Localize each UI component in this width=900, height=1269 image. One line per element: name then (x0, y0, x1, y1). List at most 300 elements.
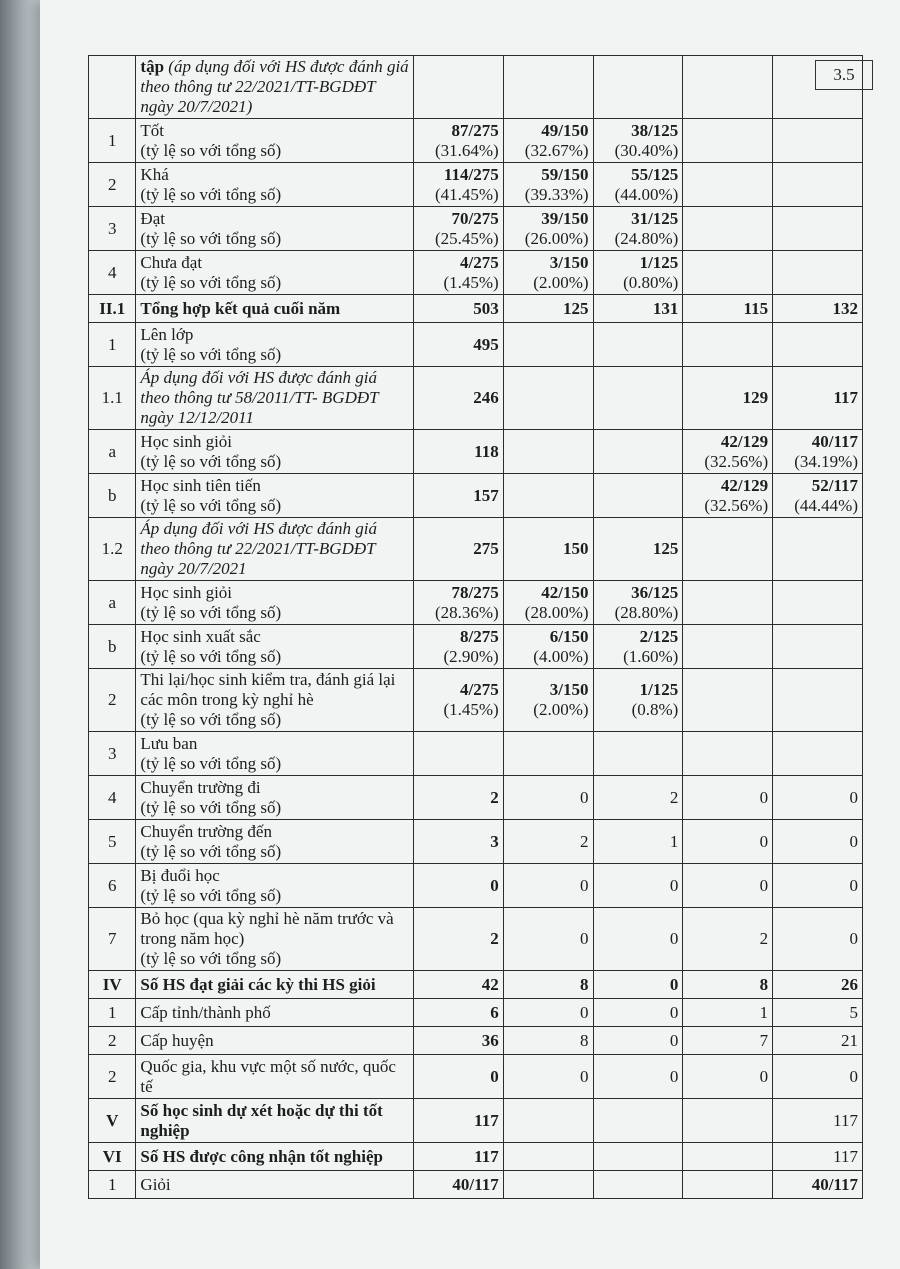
value-cell (683, 367, 773, 430)
row-label (136, 251, 414, 295)
label-text: Đạt (140, 208, 165, 228)
value-cell (413, 251, 503, 295)
label-text: (tỷ lệ so với tổng số) (140, 140, 282, 160)
value-count: 2 (490, 787, 499, 807)
value-cell (413, 56, 503, 119)
value-count: 78/275 (451, 582, 499, 602)
row-number: 1 (89, 999, 136, 1027)
table-row (89, 971, 863, 999)
value-cell (503, 1027, 593, 1055)
value-percent: (2.00%) (533, 700, 589, 719)
value-count: 275 (473, 539, 499, 558)
value-cell (683, 323, 773, 367)
label-text: Học sinh giỏi (140, 582, 233, 602)
value-count: 42/129 (720, 431, 769, 451)
value-cell (503, 1055, 593, 1099)
value-count: 55/125 (631, 164, 679, 184)
value-percent: (32.67%) (524, 140, 589, 160)
row-number: 7 (89, 908, 136, 971)
value-cell (413, 1099, 503, 1143)
value-cell (593, 518, 683, 581)
value-count: 0 (849, 929, 858, 948)
value-cell (593, 163, 683, 207)
value-count: 495 (473, 334, 499, 354)
value-count: 42 (481, 974, 499, 994)
value-count: 150 (563, 539, 589, 558)
label-text: Chưa đạt (140, 252, 203, 272)
value-cell (773, 864, 863, 908)
row-number: b (89, 474, 136, 518)
value-cell (413, 908, 503, 971)
value-cell (413, 732, 503, 776)
value-cell (413, 119, 503, 163)
label-text: (tỷ lệ so với tổng số) (140, 646, 282, 666)
value-cell (413, 430, 503, 474)
value-count: 2 (490, 929, 499, 948)
value-count: 0 (490, 875, 499, 895)
value-cell (593, 56, 683, 119)
value-cell (593, 295, 683, 323)
row-number: 2 (89, 1055, 136, 1099)
value-percent: (25.45%) (434, 228, 499, 248)
value-cell (773, 1171, 863, 1199)
row-label (136, 669, 414, 732)
label-text: (tỷ lệ so với tổng số) (140, 602, 282, 622)
label-text: Quốc gia, khu vực một số nước, quốc tế (140, 1056, 396, 1096)
row-number: 3 (89, 207, 136, 251)
value-count: 0 (669, 1030, 679, 1050)
value-cell (413, 625, 503, 669)
value-cell (503, 474, 593, 518)
table-row (89, 518, 863, 581)
value-count: 0 (669, 1002, 679, 1022)
row-label (136, 430, 414, 474)
label-text: (tỷ lệ so với tổng số) (140, 495, 282, 515)
label-text: (tỷ lệ so với tổng số) (140, 344, 282, 364)
value-count: 40/117 (452, 1174, 499, 1194)
value-count: 26 (841, 974, 858, 994)
value-cell (773, 119, 863, 163)
table-row (89, 1099, 863, 1143)
value-count: 40/117 (811, 431, 858, 451)
label-text: Số học sinh dự xét hoặc dự thi tốt nghiệp (140, 1100, 383, 1140)
label-text: Tốt (140, 120, 165, 140)
value-percent: (2.00%) (533, 272, 589, 292)
label-text: tập (140, 57, 169, 76)
value-count: 117 (474, 1146, 499, 1166)
value-cell (593, 625, 683, 669)
value-count: 0 (669, 974, 679, 994)
value-cell (503, 581, 593, 625)
value-count: 246 (473, 388, 499, 407)
value-cell (413, 295, 503, 323)
value-count: 0 (669, 1066, 679, 1086)
value-cell (773, 207, 863, 251)
value-cell (413, 999, 503, 1027)
value-cell (503, 1171, 593, 1199)
value-count: 0 (849, 831, 858, 851)
value-cell (683, 163, 773, 207)
value-cell (683, 669, 773, 732)
table-row (89, 1027, 863, 1055)
label-text: (tỷ lệ so với tổng số) (140, 710, 282, 729)
value-count: 36 (481, 1030, 499, 1050)
value-count: 38/125 (631, 120, 679, 140)
value-count: 2 (759, 929, 769, 948)
value-cell (773, 1027, 863, 1055)
row-number: 5 (89, 820, 136, 864)
value-count: 6/150 (549, 626, 589, 646)
value-percent: (41.45%) (434, 184, 499, 204)
value-cell (683, 908, 773, 971)
value-count: 59/150 (541, 164, 589, 184)
row-label (136, 971, 414, 999)
value-cell (593, 474, 683, 518)
value-count: 42/150 (541, 582, 589, 602)
value-cell (593, 251, 683, 295)
label-text: Số HS đạt giải các kỳ thi HS giỏi (140, 974, 376, 994)
label-text: Tổng hợp kết quả cuối năm (140, 298, 341, 318)
row-number: 2 (89, 669, 136, 732)
value-count: 39/150 (541, 208, 589, 228)
row-number: 1 (89, 1171, 136, 1199)
value-percent: (1.60%) (623, 646, 679, 666)
value-cell (773, 1099, 863, 1143)
value-percent: (31.64%) (434, 140, 499, 160)
row-label (136, 119, 414, 163)
value-cell (683, 119, 773, 163)
value-cell (503, 999, 593, 1027)
value-count: 0 (580, 1066, 589, 1086)
value-count: 0 (849, 787, 858, 807)
label-text: Chuyển trường đến (140, 821, 272, 841)
row-number: 4 (89, 776, 136, 820)
table-row (89, 251, 863, 295)
value-count: 1 (669, 831, 679, 851)
value-count: 131 (652, 298, 679, 318)
row-number: 1 (89, 323, 136, 367)
value-cell (773, 56, 863, 119)
value-cell (683, 1171, 773, 1199)
value-count: 125 (652, 539, 679, 558)
table-row (89, 56, 863, 119)
value-cell (413, 367, 503, 430)
value-cell (773, 776, 863, 820)
value-cell (683, 474, 773, 518)
value-percent: (24.80%) (614, 228, 679, 248)
value-count: 7 (759, 1030, 769, 1050)
row-label (136, 908, 414, 971)
value-cell (593, 776, 683, 820)
value-cell (503, 625, 593, 669)
value-percent: (0.8%) (631, 700, 679, 719)
value-count: 70/275 (451, 208, 499, 228)
value-cell (503, 1143, 593, 1171)
row-label (136, 864, 414, 908)
value-cell (683, 776, 773, 820)
label-text: Số HS được công nhận tốt nghiệp (140, 1146, 383, 1166)
table-row (89, 669, 863, 732)
value-cell (413, 1027, 503, 1055)
value-count: 3/150 (549, 252, 589, 272)
value-count: 36/125 (631, 582, 679, 602)
value-cell (503, 776, 593, 820)
row-number: V (89, 1099, 136, 1143)
value-count: 0 (580, 1002, 589, 1022)
row-label (136, 207, 414, 251)
value-cell (593, 971, 683, 999)
value-count: 40/117 (811, 1174, 858, 1194)
row-label (136, 518, 414, 581)
value-count: 8 (580, 974, 589, 994)
value-cell (773, 971, 863, 999)
label-text: (tỷ lệ so với tổng số) (140, 272, 282, 292)
row-number: a (89, 430, 136, 474)
row-label (136, 163, 414, 207)
value-cell (683, 251, 773, 295)
value-cell (773, 367, 863, 430)
value-cell (503, 119, 593, 163)
value-cell (683, 820, 773, 864)
value-cell (593, 1027, 683, 1055)
row-label (136, 581, 414, 625)
value-count: 0 (580, 875, 589, 895)
row-number: 3 (89, 732, 136, 776)
label-text: Cấp tỉnh/thành phố (140, 1002, 271, 1022)
value-cell (593, 367, 683, 430)
value-count: 3 (490, 831, 499, 851)
row-number: II.1 (89, 295, 136, 323)
table-row (89, 323, 863, 367)
table-row (89, 367, 863, 430)
value-cell (413, 474, 503, 518)
value-cell (683, 581, 773, 625)
value-count: 117 (833, 388, 858, 407)
label-text: Cấp huyện (140, 1030, 214, 1050)
value-percent: (4.00%) (533, 646, 589, 666)
value-cell (683, 625, 773, 669)
table-row (89, 732, 863, 776)
value-cell (773, 999, 863, 1027)
row-number: 6 (89, 864, 136, 908)
value-cell (773, 1143, 863, 1171)
value-cell (683, 864, 773, 908)
label-text: (tỷ lệ so với tổng số) (140, 797, 282, 817)
row-label (136, 56, 414, 119)
value-percent: (28.80%) (614, 602, 679, 622)
value-count: 2 (669, 787, 679, 807)
label-text: Áp dụng đối với HS được đánh giá theo thông tư 22/2021/TT-BGDĐT ngày 20/7/2021 (140, 519, 378, 578)
value-cell (773, 581, 863, 625)
value-count: 0 (580, 787, 589, 807)
value-count: 5 (849, 1002, 858, 1022)
row-number: b (89, 625, 136, 669)
value-count: 8 (759, 974, 769, 994)
value-cell (593, 323, 683, 367)
label-text: (áp dụng đối với HS được đánh giá theo thông tư 22/2021/TT-BGDĐT ngày 20/7/2021) (140, 57, 409, 116)
value-percent: (1.45%) (443, 700, 499, 719)
row-label (136, 474, 414, 518)
label-text: (tỷ lệ so với tổng số) (140, 841, 282, 861)
row-label (136, 999, 414, 1027)
value-count: 0 (490, 1066, 499, 1086)
value-percent: (2.90%) (443, 646, 499, 666)
row-number: VI (89, 1143, 136, 1171)
value-percent: (32.56%) (704, 451, 769, 471)
value-cell (773, 474, 863, 518)
value-count: 0 (759, 875, 769, 895)
value-cell (593, 820, 683, 864)
value-count: 117 (474, 1110, 499, 1130)
table-row (89, 581, 863, 625)
value-count: 4/275 (459, 680, 499, 699)
value-cell (773, 163, 863, 207)
value-cell (593, 864, 683, 908)
value-cell (593, 1171, 683, 1199)
value-cell (503, 367, 593, 430)
value-count: 42/129 (720, 475, 769, 495)
value-cell (593, 1099, 683, 1143)
value-cell (683, 295, 773, 323)
value-cell (413, 1143, 503, 1171)
value-cell (503, 971, 593, 999)
label-text: (tỷ lệ so với tổng số) (140, 228, 282, 248)
row-number: 4 (89, 251, 136, 295)
value-cell (503, 908, 593, 971)
table-row (89, 430, 863, 474)
value-cell (683, 1143, 773, 1171)
value-percent: (30.40%) (614, 140, 679, 160)
value-cell (503, 323, 593, 367)
page-marker: 3.5 (815, 60, 873, 90)
value-count: 3/150 (549, 680, 589, 699)
row-number: 1 (89, 119, 136, 163)
value-cell (773, 908, 863, 971)
value-cell (503, 163, 593, 207)
value-count: 4/275 (459, 252, 499, 272)
value-cell (773, 295, 863, 323)
value-count: 0 (669, 875, 679, 895)
value-percent: (1.45%) (443, 272, 499, 292)
value-cell (773, 732, 863, 776)
value-percent: (0.80%) (623, 272, 679, 292)
value-cell (413, 1055, 503, 1099)
value-cell (503, 732, 593, 776)
table-row (89, 908, 863, 971)
value-count: 114/275 (443, 164, 499, 184)
value-cell (683, 1027, 773, 1055)
row-label (136, 625, 414, 669)
value-cell (413, 581, 503, 625)
value-count: 1 (759, 1002, 769, 1022)
value-count: 1/125 (639, 252, 679, 272)
value-cell (683, 430, 773, 474)
value-count: 503 (473, 298, 499, 318)
value-percent: (28.36%) (434, 602, 499, 622)
value-count: 117 (833, 1146, 858, 1166)
value-cell (593, 1143, 683, 1171)
value-cell (593, 430, 683, 474)
value-count: 117 (833, 1110, 858, 1130)
table-row (89, 119, 863, 163)
value-cell (413, 669, 503, 732)
value-count: 1/125 (639, 680, 679, 699)
value-count: 87/275 (451, 120, 499, 140)
value-cell (683, 207, 773, 251)
value-percent: (39.33%) (524, 184, 589, 204)
value-cell (773, 323, 863, 367)
value-cell (773, 625, 863, 669)
table-row (89, 864, 863, 908)
value-count: 6 (490, 1002, 499, 1022)
row-label (136, 1171, 414, 1199)
value-cell (503, 820, 593, 864)
value-cell (593, 669, 683, 732)
table-row (89, 820, 863, 864)
label-text: Giỏi (140, 1174, 171, 1194)
row-label (136, 1027, 414, 1055)
row-label (136, 367, 414, 430)
value-percent: (26.00%) (524, 228, 589, 248)
row-number: a (89, 581, 136, 625)
table-row (89, 999, 863, 1027)
row-number: 1.1 (89, 367, 136, 430)
value-count: 132 (832, 298, 858, 318)
value-cell (683, 56, 773, 119)
value-cell (593, 119, 683, 163)
label-text: Áp dụng đối với HS được đánh giá theo thông tư 58/2011/TT- BGDĐT ngày 12/12/2011 (140, 368, 379, 427)
row-label (136, 1055, 414, 1099)
value-cell (773, 430, 863, 474)
value-cell (413, 820, 503, 864)
value-cell (683, 971, 773, 999)
value-percent: (44.44%) (794, 495, 858, 515)
value-percent: (28.00%) (524, 602, 589, 622)
value-cell (593, 581, 683, 625)
label-text: (tỷ lệ so với tổng số) (140, 184, 282, 204)
value-cell (503, 56, 593, 119)
value-cell (773, 251, 863, 295)
table-row (89, 1143, 863, 1171)
table-row (89, 474, 863, 518)
value-cell (503, 864, 593, 908)
row-label (136, 323, 414, 367)
value-cell (773, 518, 863, 581)
value-cell (773, 820, 863, 864)
label-text: Học sinh xuất sắc (140, 626, 261, 646)
value-cell (413, 776, 503, 820)
label-text: (tỷ lệ so với tổng số) (140, 753, 282, 773)
value-percent: (32.56%) (704, 495, 769, 515)
label-text: Thi lại/học sinh kiểm tra, đánh giá lại các môn trong kỳ nghỉ hè (140, 670, 396, 709)
value-count: 0 (849, 875, 858, 895)
value-cell (683, 1099, 773, 1143)
value-cell (503, 295, 593, 323)
value-cell (593, 732, 683, 776)
value-cell (503, 669, 593, 732)
value-count: 157 (473, 485, 499, 505)
value-count: 52/117 (811, 475, 858, 495)
row-label (136, 1143, 414, 1171)
table-row (89, 776, 863, 820)
value-count: 129 (742, 388, 769, 407)
value-percent: (44.00%) (614, 184, 679, 204)
value-cell (503, 207, 593, 251)
label-text: Chuyển trường đi (140, 777, 261, 797)
label-text: (tỷ lệ so với tổng số) (140, 949, 282, 968)
value-count: 0 (580, 929, 589, 948)
row-label (136, 295, 414, 323)
